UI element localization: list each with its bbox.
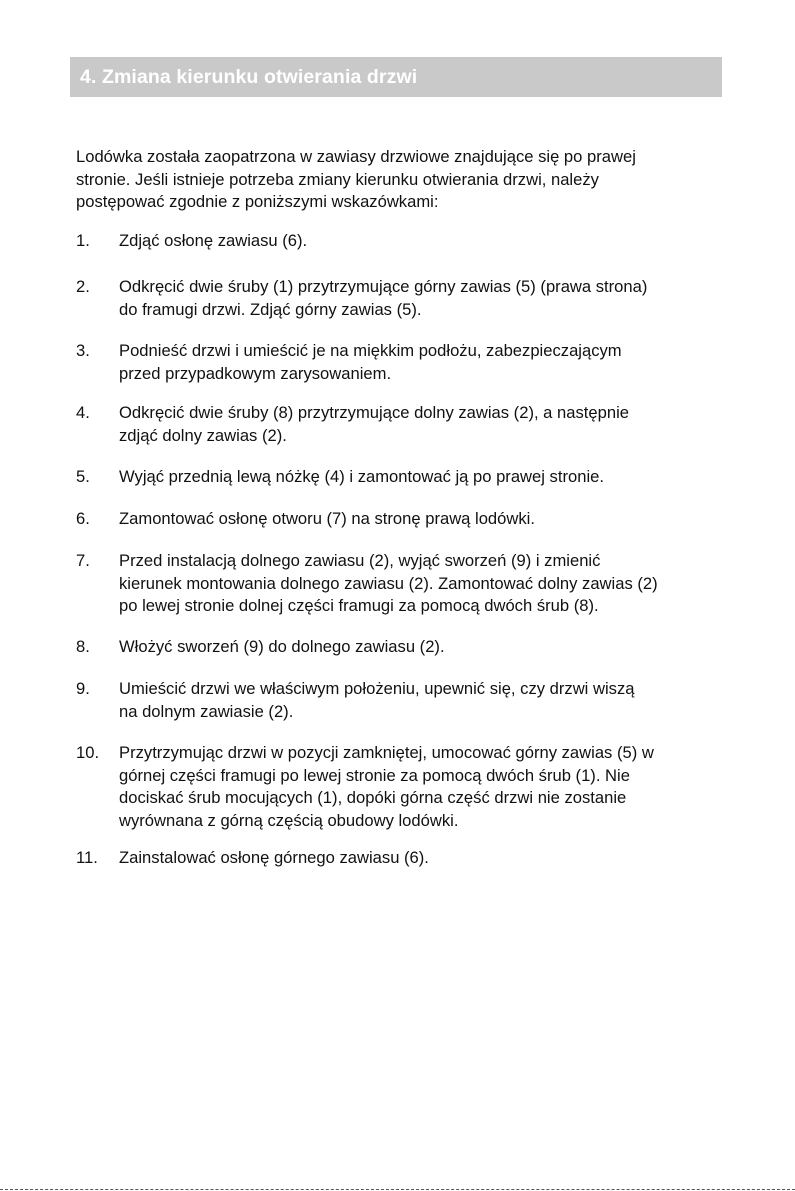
step-item (76, 466, 726, 489)
step-item (76, 847, 726, 870)
step-text: Umieścić drzwi we właściwym położeniu, upewnić się, czy drzwi wiszą na dolnym zawiasie (2). (119, 679, 635, 721)
step-number: 10. (76, 743, 100, 762)
step-text: Wyjąć przednią lewą nóżkę (4) i zamontować ją po prawej stronie. (119, 467, 604, 486)
step-item (76, 550, 726, 618)
step-number: 5. (76, 467, 90, 486)
step-item (76, 230, 726, 253)
step-number: 1. (76, 231, 90, 250)
step-number: 11. (76, 848, 98, 867)
step-text: Przed instalacją dolnego zawiasu (2), wyjąć sworzeń (9) i zmienić kierunek montowania dolnego zawiasu (2). Zamontować dolny zawias (2) po lewej stronie dolnej części framugi za pomocą dwóch śrub (8). (119, 551, 658, 615)
step-text: Włożyć sworzeń (9) do dolnego zawiasu (2). (119, 637, 445, 656)
step-item (76, 508, 726, 531)
step-item (76, 742, 726, 832)
step-text: Odkręcić dwie śruby (1) przytrzymujące górny zawias (5) (prawa strona) do framugi drzwi. Zdjąć górny zawias (5). (119, 277, 648, 319)
section-header (70, 57, 722, 97)
step-text: Przytrzymując drzwi w pozycji zamkniętej, umocować górny zawias (5) w górnej części framugi po lewej stronie za pomocą dwóch śrub (1). Nie dociskać śrub mocujących (1), dopóki górna część drzwi nie zostanie wyrównana z górną częścią obudowy lodówki. (119, 743, 654, 830)
step-item (76, 340, 726, 385)
step-item (76, 678, 726, 723)
step-number: 4. (76, 403, 90, 422)
step-text: Zamontować osłonę otworu (7) na stronę prawą lodówki. (119, 509, 535, 528)
step-number: 3. (76, 341, 90, 360)
intro-paragraph: Lodówka została zaopatrzona w zawiasy drzwiowe znajdujące się po prawej stronie. Jeśli istnieje potrzeba zmiany kierunku otwierania drzwi, należy postępować zgodnie z poniższymi wskazówkami: (76, 147, 636, 211)
step-text: Odkręcić dwie śruby (8) przytrzymujące dolny zawias (2), a następnie zdjąć dolny zawias (2). (119, 403, 629, 445)
page-edge-divider (0, 1189, 795, 1190)
step-text: Zainstalować osłonę górnego zawiasu (6). (119, 848, 429, 867)
step-item (76, 636, 726, 659)
step-number: 2. (76, 277, 90, 296)
step-text: Zdjąć osłonę zawiasu (6). (119, 231, 308, 250)
step-number: 9. (76, 679, 90, 698)
step-number: 7. (76, 551, 90, 570)
step-number: 6. (76, 509, 90, 528)
section-title: 4. Zmiana kierunku otwierania drzwi (80, 65, 418, 88)
step-number: 8. (76, 637, 90, 656)
step-text: Podnieść drzwi i umieścić je na miękkim podłożu, zabezpieczającym przed przypadkowym zarysowaniem. (119, 341, 622, 383)
step-item (76, 402, 726, 447)
step-item (76, 276, 726, 321)
